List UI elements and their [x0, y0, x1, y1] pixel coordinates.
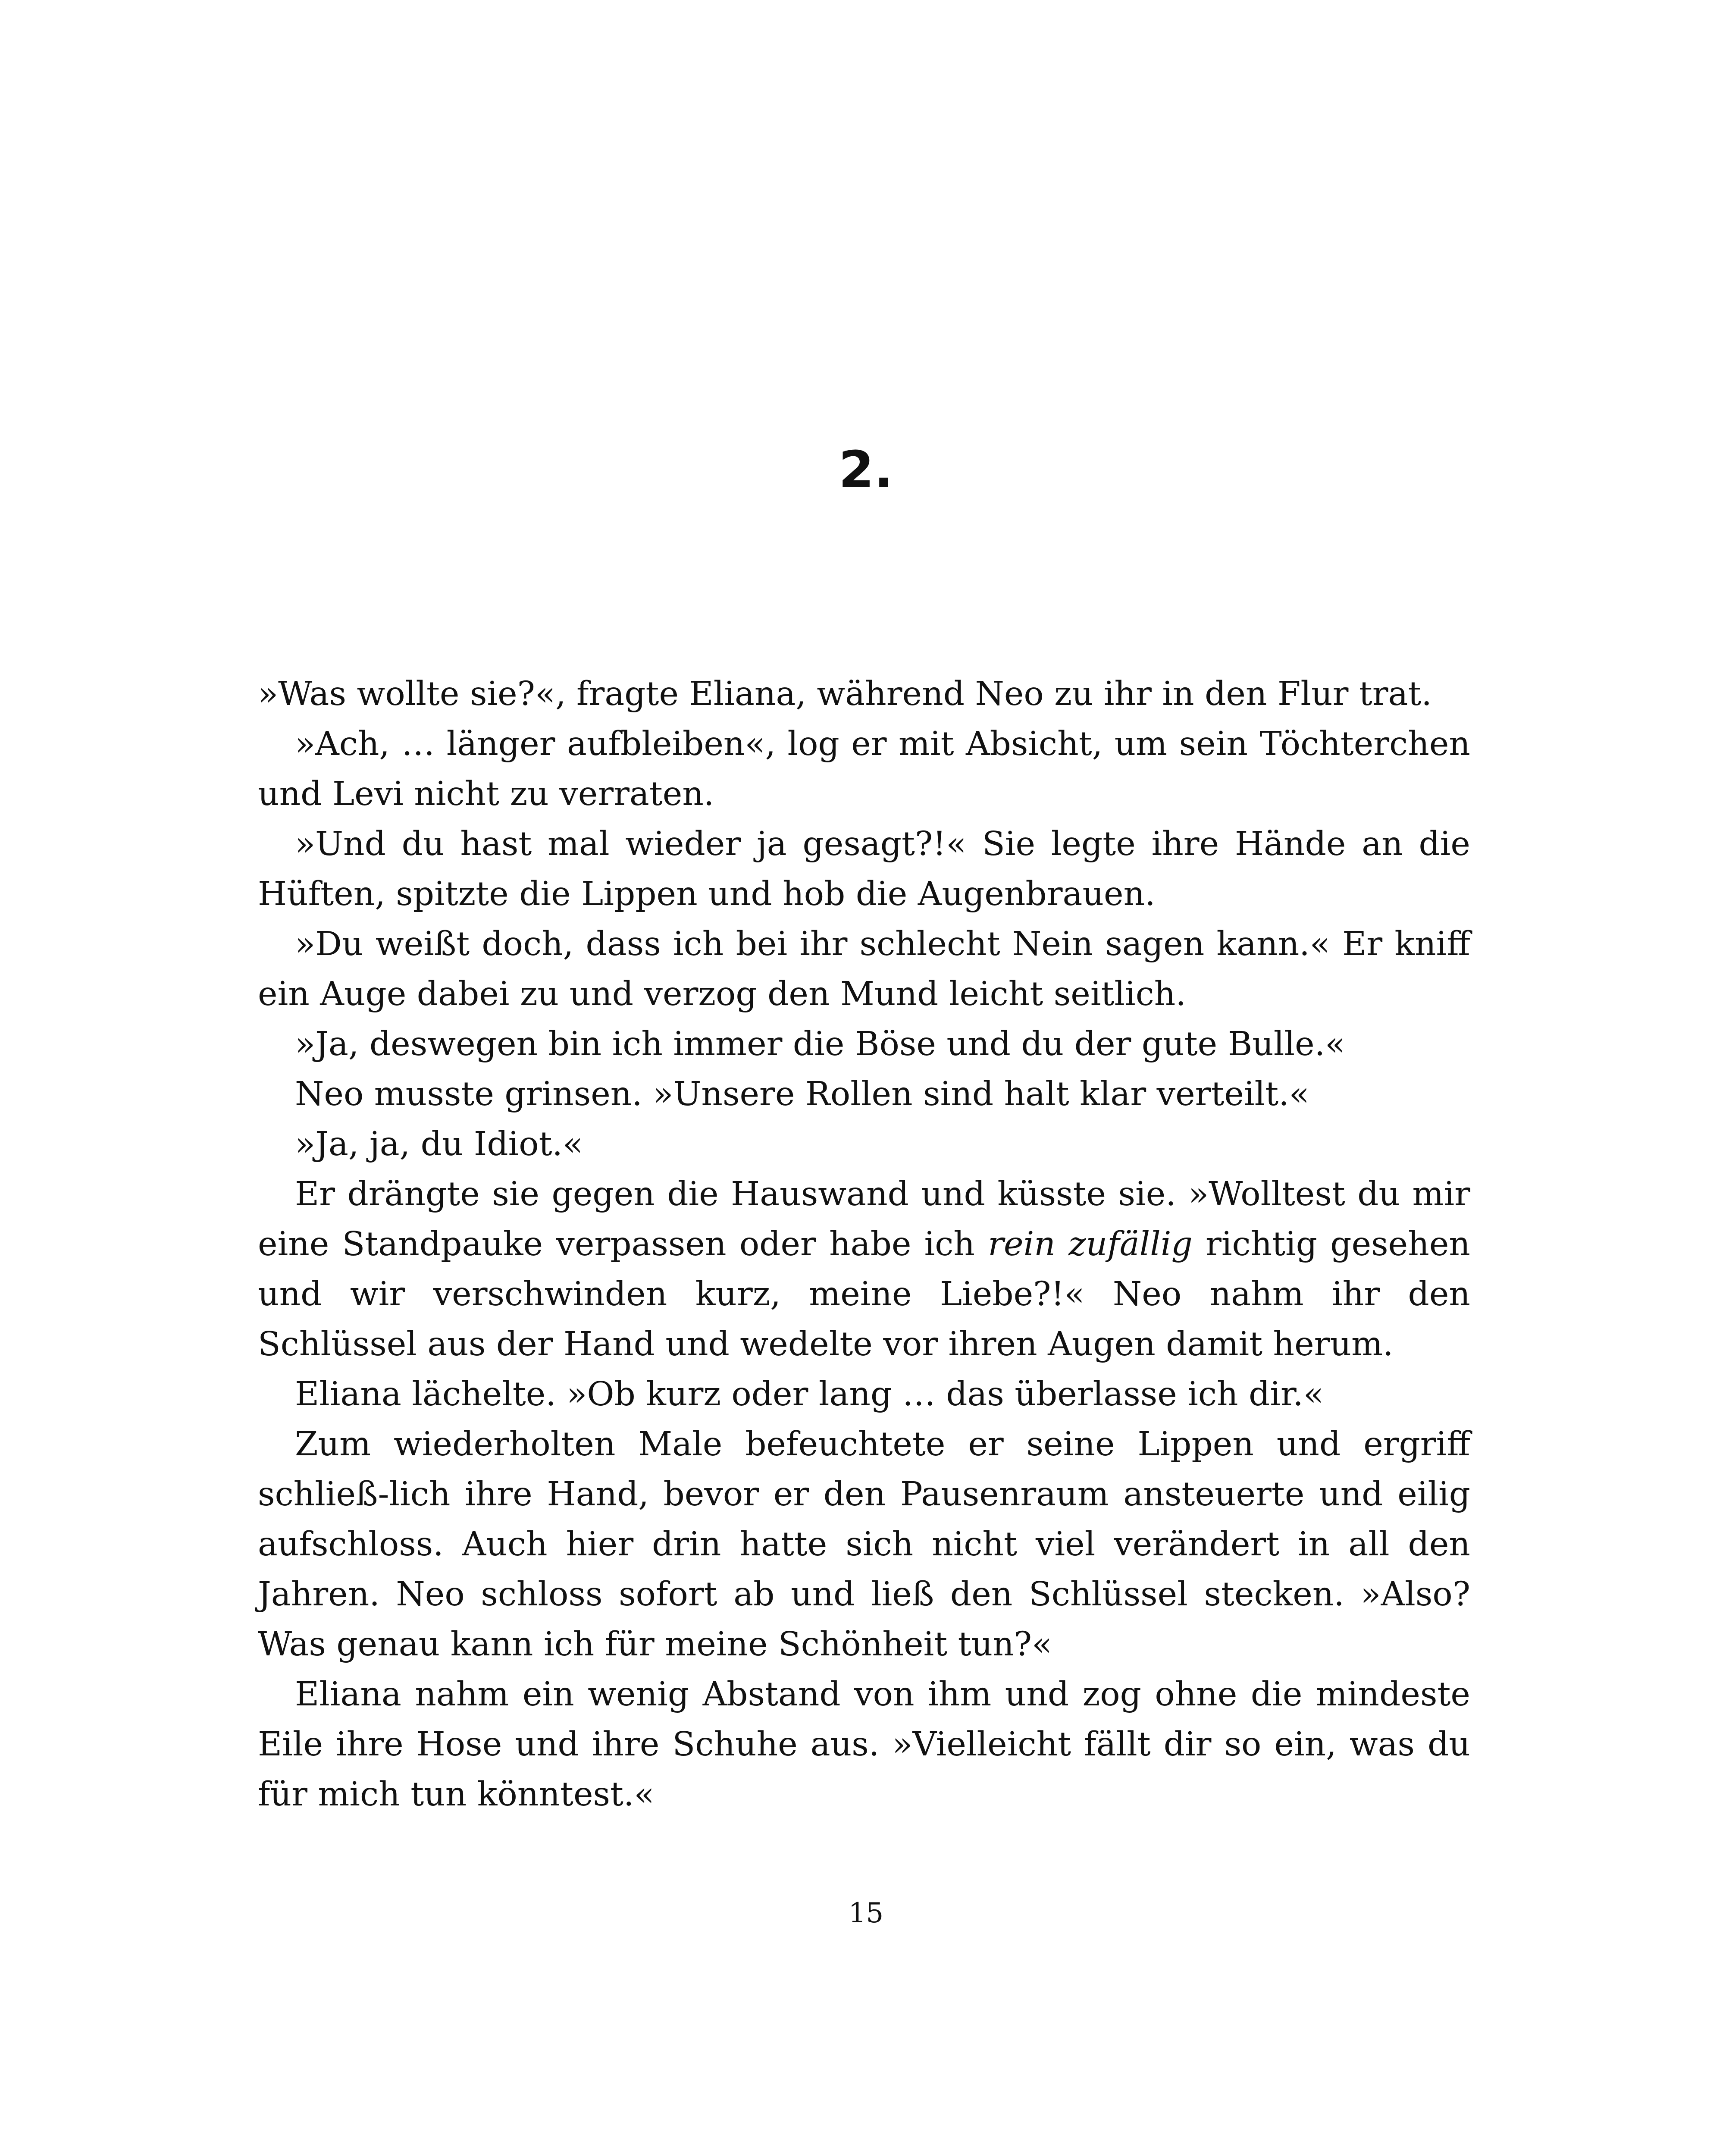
chapter-body	[258, 669, 1470, 1820]
text-run: Eliana nahm ein wenig Abstand von ihm und zog ohne die mindeste Eile ihre Hose und ihre Schuhe aus. »Vielleicht fällt dir so ein, was du für mich tun könntest.«	[258, 1675, 1470, 1814]
paragraph	[258, 1119, 1470, 1169]
paragraph	[258, 669, 1470, 719]
emphasis-text: rein zufällig	[988, 1225, 1193, 1263]
text-run: »Ach, … länger aufbleiben«, log er mit Absicht, um sein Töchterchen und Levi nicht zu verraten.	[258, 725, 1470, 813]
paragraph	[258, 1670, 1470, 1820]
paragraph	[258, 819, 1470, 919]
text-run: »Ja, deswegen bin ich immer die Böse und du der gute Bulle.«	[295, 1025, 1346, 1063]
text-run: »Du weißt doch, dass ich bei ihr schlecht Nein sagen kann.« Er kniff ein Auge dabei zu und verzog den Mund leicht seitlich.	[258, 925, 1470, 1013]
paragraph	[258, 919, 1470, 1019]
text-run: »Was wollte sie?«, fragte Eliana, während Neo zu ihr in den Flur trat.	[258, 675, 1432, 713]
paragraph	[258, 1169, 1470, 1369]
text-run: »Und du hast mal wieder ja gesagt?!« Sie legte ihre Hände an die Hüften, spitzte die Lippen und hob die Augenbrauen.	[258, 825, 1470, 913]
paragraph	[258, 1019, 1470, 1069]
text-run: Neo musste grinsen. »Unsere Rollen sind halt klar verteilt.«	[295, 1075, 1309, 1113]
text-run: Zum wiederholten Male befeuchtete er seine Lippen und ergriff schließ-lich ihre Hand, bevor er den Pausenraum ansteuerte und eilig aufschloss. Auch hier drin hatte sich nicht viel verändert in all den Jahren. Neo schloss sofort ab und ließ den Schlüssel stecken. »Also? Was genau kann ich für meine Schönheit tun?«	[258, 1425, 1470, 1664]
paragraph	[258, 1420, 1470, 1670]
chapter-title: 2.	[839, 440, 893, 499]
text-run: »Ja, ja, du Idiot.«	[295, 1125, 583, 1163]
paragraph	[258, 1369, 1470, 1420]
paragraph	[258, 1069, 1470, 1119]
text-run: Eliana lächelte. »Ob kurz oder lang … das überlasse ich dir.«	[295, 1375, 1324, 1413]
page-number: 15	[848, 1897, 884, 1929]
text-run: richtig gesehen und wir verschwinden kurz, meine Liebe?!« Neo nahm ihr den Schlüssel aus der Hand und wedelte vor ihren Augen damit herum.	[258, 1225, 1471, 1363]
text-run: Er drängte sie gegen die Hauswand und küsste sie. »Wolltest du mir eine Standpauke verpassen oder habe ich	[258, 1175, 1470, 1263]
paragraph	[258, 719, 1470, 819]
